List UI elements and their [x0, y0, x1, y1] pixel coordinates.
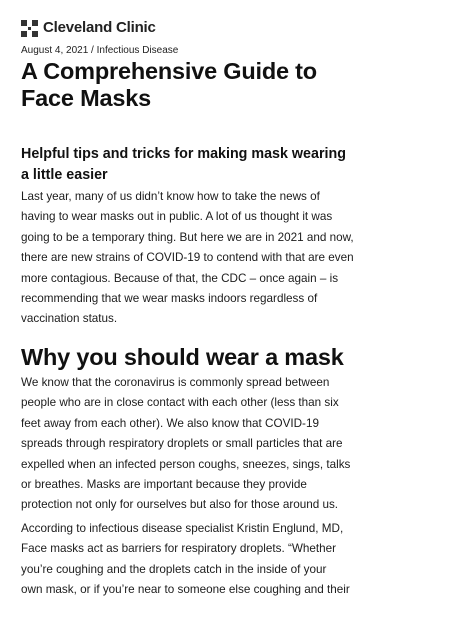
- paragraph-line: there are new strains of COVID-19 to contend with that are even: [21, 251, 354, 265]
- paragraph-line: protection not only for ourselves but also for those around us.: [21, 498, 339, 512]
- paragraph-line: going to be a temporary thing. But here we are in 2021 and now,: [21, 230, 354, 244]
- paragraph-line: or breathes. Masks are important because they provide: [21, 478, 307, 492]
- article-title: [21, 58, 461, 112]
- subheading-line: Helpful tips and tricks for making mask wearing: [21, 146, 346, 162]
- paragraph-line: more contagious. Because of that, the CDC – once again – is: [21, 271, 339, 285]
- article-subheading: [21, 144, 461, 186]
- section-paragraph: [21, 373, 461, 516]
- paragraph-line: Face masks act as barriers for respiratory droplets. “Whether: [21, 542, 337, 556]
- paragraph-line: According to infectious disease specialist Kristin Englund, MD,: [21, 522, 344, 535]
- article-meta: August 4, 2021 / Infectious Disease: [21, 45, 179, 56]
- title-line: Face Masks: [21, 85, 151, 111]
- paragraph-line: We know that the coronavirus is commonly spread between: [21, 376, 330, 389]
- section-paragraph: [21, 519, 461, 601]
- site-logo[interactable]: [21, 17, 156, 39]
- paragraph-line: own mask, or if you’re near to someone else coughing and their: [21, 583, 350, 597]
- cleveland-clinic-cross-icon: [21, 20, 38, 37]
- paragraph-line: spreads through respiratory droplets or small particles that are: [21, 437, 343, 451]
- paragraph-line: having to wear masks out in public. A lot of us thought it was: [21, 210, 333, 224]
- paragraph-line: people who are in close contact with each other (less than six: [21, 396, 339, 410]
- subheading-line: a little easier: [21, 167, 108, 183]
- intro-paragraph: [21, 187, 461, 330]
- paragraph-line: vaccination status.: [21, 312, 118, 326]
- paragraph-line: feet away from each other). We also know that COVID-19: [21, 416, 319, 430]
- paragraph-line: Last year, many of us didn’t know how to take the news of: [21, 190, 320, 203]
- title-line: A Comprehensive Guide to: [21, 58, 317, 84]
- paragraph-line: you’re coughing and the droplets catch in the inside of your: [21, 562, 327, 576]
- paragraph-line: recommending that we wear masks indoors regardless of: [21, 292, 318, 306]
- section-heading: Why you should wear a mask: [21, 344, 344, 370]
- paragraph-line: expelled when an infected person coughs, sneezes, sings, talks: [21, 457, 351, 471]
- brand-name: Cleveland Clinic: [43, 19, 156, 36]
